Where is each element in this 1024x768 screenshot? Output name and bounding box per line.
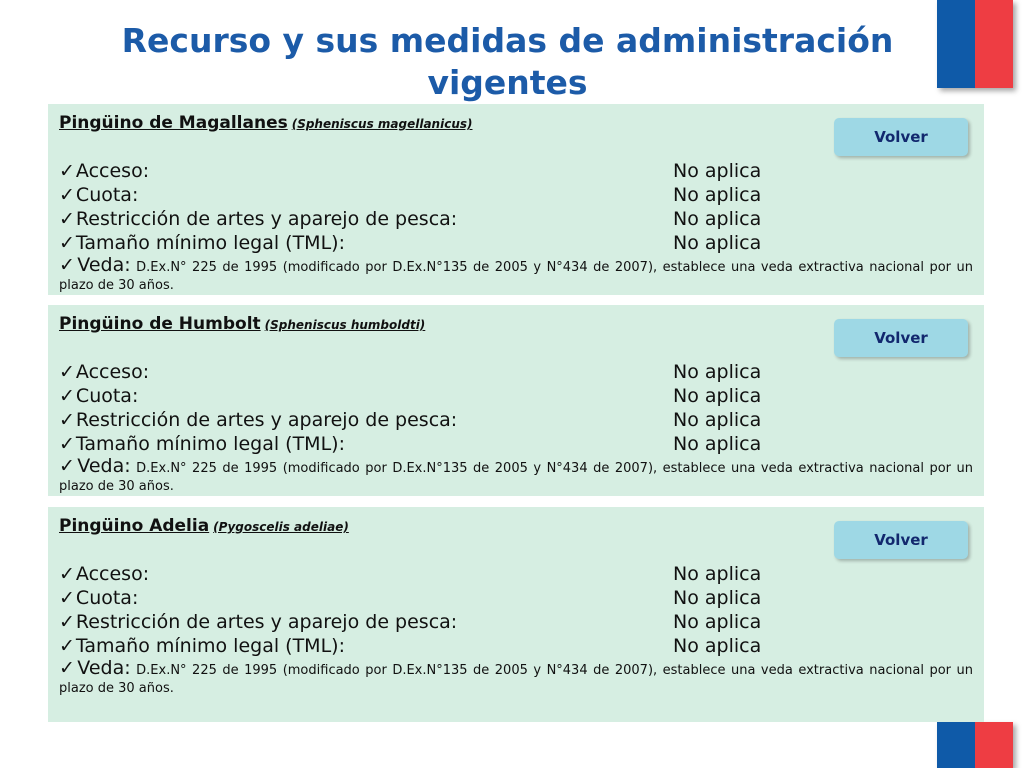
flag-logo-bottom (937, 722, 1013, 768)
measure-value: No aplica (673, 611, 762, 633)
check-icon: ✓ (59, 232, 75, 254)
measure-label: Acceso: (75, 160, 150, 182)
measures-list (59, 360, 973, 496)
species-scientific-name: (Spheniscus humboldti) (264, 318, 426, 332)
measure-value: No aplica (673, 160, 762, 182)
veda-label: Veda: (77, 455, 131, 477)
check-icon: ✓ (59, 208, 75, 230)
measure-label: Restricción de artes y aparejo de pesca: (75, 409, 458, 431)
measure-row-cuota (59, 384, 973, 408)
measure-row-acceso (59, 360, 973, 384)
species-panel-humbolt (48, 305, 984, 496)
check-icon: ✓ (59, 563, 75, 585)
veda-text: D.Ex.N° 225 de 1995 (modificado por D.Ex.N°135 de 2005 y N°434 de 2007), establece una veda extractiva nacional por un plazo de 30 años. (59, 461, 974, 494)
species-panel-adelia (48, 507, 984, 722)
measure-row-artes (59, 610, 973, 634)
measure-value: No aplica (673, 563, 762, 585)
check-icon: ✓ (59, 587, 75, 609)
measure-value: No aplica (673, 385, 762, 407)
measure-row-cuota (59, 183, 973, 207)
species-panel-magallanes (48, 104, 984, 295)
measure-label: Restricción de artes y aparejo de pesca: (75, 611, 458, 633)
back-button[interactable]: Volver (834, 521, 968, 559)
measure-label: Tamaño mínimo legal (TML): (75, 433, 345, 455)
measure-value: No aplica (673, 184, 762, 206)
veda-paragraph (59, 457, 973, 496)
measure-row-tml (59, 634, 973, 658)
measure-label: Tamaño mínimo legal (TML): (75, 232, 345, 254)
species-name: Pingüino de Humbolt (59, 314, 261, 334)
veda-text: D.Ex.N° 225 de 1995 (modificado por D.Ex.N°135 de 2005 y N°434 de 2007), establece una veda extractiva nacional por un plazo de 30 años. (59, 663, 974, 696)
measure-row-artes (59, 207, 973, 231)
veda-paragraph (59, 659, 973, 698)
check-icon: ✓ (59, 184, 75, 206)
check-icon: ✓ (59, 385, 75, 407)
check-icon: ✓ (59, 361, 75, 383)
veda-label: Veda: (77, 657, 131, 679)
check-icon: ✓ (59, 611, 75, 633)
measure-row-acceso (59, 562, 973, 586)
check-icon: ✓ (59, 433, 75, 455)
check-icon: ✓ (59, 455, 77, 477)
check-icon: ✓ (59, 635, 75, 657)
measure-label: Cuota: (75, 184, 139, 206)
check-icon: ✓ (59, 254, 77, 276)
species-scientific-name: (Spheniscus magellanicus) (291, 117, 473, 131)
species-scientific-name: (Pygoscelis adeliae) (213, 520, 349, 534)
species-name: Pingüino de Magallanes (59, 113, 288, 133)
back-button[interactable]: Volver (834, 118, 968, 156)
measure-value: No aplica (673, 433, 762, 455)
species-name: Pingüino Adelia (59, 516, 210, 536)
measure-value: No aplica (673, 635, 762, 657)
veda-label: Veda: (77, 254, 131, 276)
measure-label: Restricción de artes y aparejo de pesca: (75, 208, 458, 230)
measures-list (59, 159, 973, 295)
measures-list (59, 562, 973, 698)
measure-row-cuota (59, 586, 973, 610)
measure-label: Cuota: (75, 587, 139, 609)
measure-value: No aplica (673, 409, 762, 431)
measure-row-artes (59, 408, 973, 432)
veda-text: D.Ex.N° 225 de 1995 (modificado por D.Ex.N°135 de 2005 y N°434 de 2007), establece una veda extractiva nacional por un plazo de 30 años. (59, 260, 974, 293)
check-icon: ✓ (59, 657, 77, 679)
measure-label: Acceso: (75, 563, 150, 585)
check-icon: ✓ (59, 160, 75, 182)
measure-value: No aplica (673, 361, 762, 383)
back-button[interactable]: Volver (834, 319, 968, 357)
measure-label: Tamaño mínimo legal (TML): (75, 635, 345, 657)
veda-paragraph (59, 256, 973, 295)
check-icon: ✓ (59, 409, 75, 431)
measure-value: No aplica (673, 232, 762, 254)
measure-value: No aplica (673, 208, 762, 230)
measure-row-tml (59, 231, 973, 255)
measure-value: No aplica (673, 587, 762, 609)
measure-row-tml (59, 432, 973, 456)
page-title: Recurso y sus medidas de administración vigentes (121, 21, 894, 102)
measure-label: Cuota: (75, 385, 139, 407)
measure-label: Acceso: (75, 361, 150, 383)
measure-row-acceso (59, 159, 973, 183)
